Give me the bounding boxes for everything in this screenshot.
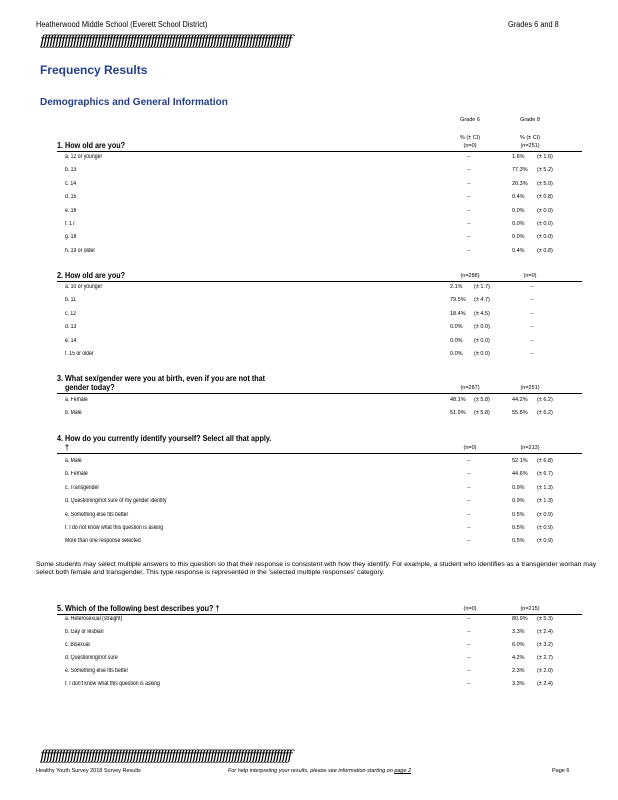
page-title: Frequency Results — [40, 63, 148, 77]
question-underline — [57, 614, 582, 615]
grade6-percent: -- — [467, 181, 471, 187]
grade6-ci: (± 0.0) — [474, 338, 490, 344]
grade8-percent: 55.8% — [512, 410, 528, 416]
question-underline — [57, 151, 582, 152]
option-label: b. 13 — [65, 167, 77, 173]
footer-rule: ƒƒƒƒƒƒƒƒƒƒƒƒƒƒƒƒƒƒƒƒƒƒƒƒƒƒƒƒƒƒƒƒƒƒƒƒƒƒƒƒƒƒƒƒƒƒƒƒƒƒƒƒƒƒƒƒƒƒƒƒƒƒƒƒƒƒƒƒƒƒƒƒƒƒƒƒƒƒƒƒƒƒƒƒ — [40, 748, 291, 764]
question-text: 2. How old are you? — [57, 271, 126, 280]
option-label: a. 12 or younger — [65, 154, 103, 160]
grade8-percent: 0.4% — [512, 194, 525, 200]
grade8-percent: 0.4% — [512, 248, 525, 254]
grade6-percent: 2.1% — [450, 284, 463, 290]
footer-page-link[interactable]: page 2 — [394, 768, 412, 774]
grade6-ci: (± 5.8) — [474, 397, 490, 403]
grade8-percent: -- — [530, 351, 534, 357]
grade6-percent: -- — [467, 681, 471, 687]
grade8-ci: (± 1.3) — [537, 485, 553, 491]
grade8-percent: -- — [530, 284, 534, 290]
grade8-ci: (± 0.9) — [537, 512, 553, 518]
option-label: e. Something else fits better — [65, 512, 129, 518]
option-label: c. 14 — [65, 181, 77, 187]
grade8-ci: (± 6.8) — [537, 458, 553, 464]
grade8-percent: 44.6% — [512, 471, 528, 477]
grade8-ci: (± 0.9) — [537, 538, 553, 544]
section-title: Demographics and General Information — [40, 97, 228, 108]
grade8-percent: 4.2% — [512, 655, 525, 661]
grade6-percent: -- — [467, 629, 471, 635]
footer-survey: Healthy Youth Survey 2018 Survey Results — [36, 768, 141, 774]
grade8-percent: 44.2% — [512, 397, 528, 403]
school-name: Heatherwood Middle School (Everett School District) — [36, 20, 208, 29]
grade6-percent: -- — [467, 538, 471, 544]
question-underline — [57, 281, 582, 282]
grade8-ci: (± 3.2) — [537, 642, 553, 648]
question-text-cont: gender today? — [65, 383, 115, 392]
grade8-ci: (± 2.4) — [537, 681, 553, 687]
grade6-sample-size: (n=0) — [463, 606, 477, 612]
grade8-percent: -- — [530, 324, 534, 330]
option-label: g. 18 — [65, 234, 77, 240]
grade6-percent: -- — [467, 525, 471, 531]
grade8-percent: 0.9% — [512, 485, 525, 491]
multi-response-note: Some students may select multiple answers to this question so that their response is consistent with how they identify. For example, a student who identifies as a transgender woman may select both female and transgender. This type response is represented in the 'selected multiple responses' category. — [36, 561, 597, 576]
grade8-percent: 0.5% — [512, 525, 525, 531]
option-label: f. I do not know what this question is asking — [65, 525, 164, 531]
grade6-percent: -- — [467, 498, 471, 504]
grade8-percent: 80.9% — [512, 616, 528, 622]
grade8-ci-header: % (± CI) — [519, 135, 541, 141]
grade8-percent: 0.0% — [512, 221, 525, 227]
option-label: a. Male — [65, 458, 82, 464]
grade6-ci: (± 1.7) — [474, 284, 490, 290]
footer-help-text: For help interpreting your results, please see information starting on — [228, 768, 393, 774]
grade8-percent: 2.3% — [512, 668, 525, 674]
page-number: Page 6 — [552, 768, 570, 774]
option-label: h. 19 or older — [65, 248, 96, 254]
option-label: d. Questioning/not sure of my gender identity — [65, 498, 167, 504]
grade6-ci-header: % (± CI) — [459, 135, 481, 141]
grade6-ci: (± 0.0) — [474, 351, 490, 357]
option-label: d. Questioning/not sure — [65, 655, 118, 661]
grade8-ci: (± 6.2) — [537, 397, 553, 403]
grade8-ci: (± 0.0) — [537, 208, 553, 214]
grade8-ci: (± 5.3) — [537, 616, 553, 622]
grade6-percent: -- — [467, 668, 471, 674]
option-label: c. Bisexual — [65, 642, 90, 648]
grade6-percent: -- — [467, 208, 471, 214]
grade6-percent: 18.4% — [450, 311, 466, 317]
grade8-sample-size: (n=251) — [520, 143, 540, 149]
grade8-percent: 3.3% — [512, 681, 525, 687]
grade8-ci: (± 0.9) — [537, 525, 553, 531]
grade6-sample-size: (n=287) — [460, 385, 480, 391]
option-label: f. I don't know what this question is asking — [65, 681, 160, 687]
grade6-percent: 51.9% — [450, 410, 466, 416]
option-label: b. Male — [65, 410, 82, 416]
grade6-percent: -- — [467, 154, 471, 160]
grade8-percent: -- — [530, 311, 534, 317]
grade6-percent: -- — [467, 642, 471, 648]
option-label: e. 14 — [65, 338, 77, 344]
grade8-sample-size: (n=0) — [523, 273, 537, 279]
grade6-percent: -- — [467, 221, 471, 227]
grade8-percent: 1.6% — [512, 154, 525, 160]
grade8-ci: (± 1.3) — [537, 498, 553, 504]
question-text: 5. Which of the following best describes you? † — [57, 604, 220, 613]
grade8-ci: (± 1.6) — [537, 154, 553, 160]
question-underline — [57, 393, 582, 394]
grade6-percent: 48.1% — [450, 397, 466, 403]
grade6-percent: 0.0% — [450, 324, 463, 330]
grades-label: Grades 6 and 8 — [508, 20, 559, 29]
grade6-header: Grade 6 — [460, 117, 480, 123]
question-text-cont: † — [65, 443, 70, 452]
option-label: e. Something else fits better — [65, 668, 129, 674]
grade8-percent: -- — [530, 338, 534, 344]
option-label: c. 12 — [65, 311, 77, 317]
grade6-percent: -- — [467, 234, 471, 240]
grade8-header: Grade 8 — [520, 117, 540, 123]
grade8-ci: (± 6.2) — [537, 410, 553, 416]
grade8-ci: (± 2.0) — [537, 668, 553, 674]
grade6-percent: 79.5% — [450, 297, 466, 303]
grade8-ci: (± 0.8) — [537, 248, 553, 254]
grade8-ci: (± 5.0) — [537, 181, 553, 187]
grade8-percent: 0.9% — [512, 498, 525, 504]
grade6-percent: -- — [467, 655, 471, 661]
grade8-sample-size: (n=251) — [520, 385, 540, 391]
grade6-percent: 0.0% — [450, 338, 463, 344]
option-label: b. 11 — [65, 297, 76, 303]
grade6-percent: -- — [467, 167, 471, 173]
grade8-percent: 77.3% — [512, 167, 528, 173]
grade6-percent: -- — [467, 471, 471, 477]
option-label: f. 17 — [65, 221, 75, 227]
grade6-percent: 0.0% — [450, 351, 463, 357]
grade8-sample-size: (n=215) — [520, 606, 540, 612]
option-label: b. Female — [65, 471, 88, 477]
grade6-ci: (± 5.8) — [474, 410, 490, 416]
option-label: f. 15 or older — [65, 351, 94, 357]
grade8-percent: 0.5% — [512, 538, 525, 544]
grade6-percent: -- — [467, 616, 471, 622]
question-text: 1. How old are you? — [57, 141, 126, 150]
grade8-ci: (± 6.7) — [537, 471, 553, 477]
option-label: d. 13 — [65, 324, 77, 330]
option-label: b. Gay or lesbian — [65, 629, 104, 635]
grade6-sample-size: (n=288) — [460, 273, 480, 279]
grade8-percent: 0.0% — [512, 208, 525, 214]
grade8-percent: 0.0% — [512, 234, 525, 240]
footer-help — [228, 768, 411, 774]
grade6-ci: (± 4.5) — [474, 311, 490, 317]
grade8-ci: (± 0.8) — [537, 194, 553, 200]
question-text: 3. What sex/gender were you at birth, even if you are not that — [57, 374, 266, 383]
grade6-percent: -- — [467, 458, 471, 464]
grade6-percent: -- — [467, 194, 471, 200]
grade6-ci: (± 4.7) — [474, 297, 490, 303]
question-text: 4. How do you currently identify yourself? Select all that apply. — [57, 434, 272, 443]
option-label: c. Transgender — [65, 485, 100, 491]
grade6-sample-size: (n=0) — [463, 445, 477, 451]
question-underline — [57, 453, 582, 454]
header-rule: ƒƒƒƒƒƒƒƒƒƒƒƒƒƒƒƒƒƒƒƒƒƒƒƒƒƒƒƒƒƒƒƒƒƒƒƒƒƒƒƒƒƒƒƒƒƒƒƒƒƒƒƒƒƒƒƒƒƒƒƒƒƒƒƒƒƒƒƒƒƒƒƒƒƒƒƒƒƒƒƒƒƒƒƒ — [40, 33, 291, 49]
grade6-percent: -- — [467, 512, 471, 518]
grade8-percent: 6.0% — [512, 642, 525, 648]
grade8-percent: 0.5% — [512, 512, 525, 518]
grade6-percent: -- — [467, 248, 471, 254]
grade8-ci: (± 5.2) — [537, 167, 553, 173]
grade8-sample-size: (n=213) — [520, 445, 540, 451]
option-label: More than one response selected — [65, 538, 141, 544]
grade8-percent: 3.3% — [512, 629, 525, 635]
option-label: d. 15 — [65, 194, 77, 200]
grade6-sample-size: (n=0) — [463, 143, 477, 149]
grade8-percent: -- — [530, 297, 534, 303]
grade8-ci: (± 0.0) — [537, 221, 553, 227]
grade8-ci: (± 2.4) — [537, 629, 553, 635]
option-label: a. Heterosexual (straight) — [65, 616, 123, 622]
option-label: a. Female — [65, 397, 88, 403]
grade8-ci: (± 2.7) — [537, 655, 553, 661]
grade6-ci: (± 0.0) — [474, 324, 490, 330]
grade8-percent: 52.1% — [512, 458, 528, 464]
grade8-ci: (± 0.0) — [537, 234, 553, 240]
grade8-percent: 20.3% — [512, 181, 528, 187]
grade6-percent: -- — [467, 485, 471, 491]
option-label: a. 10 or younger — [65, 284, 103, 290]
option-label: e. 16 — [65, 208, 77, 214]
